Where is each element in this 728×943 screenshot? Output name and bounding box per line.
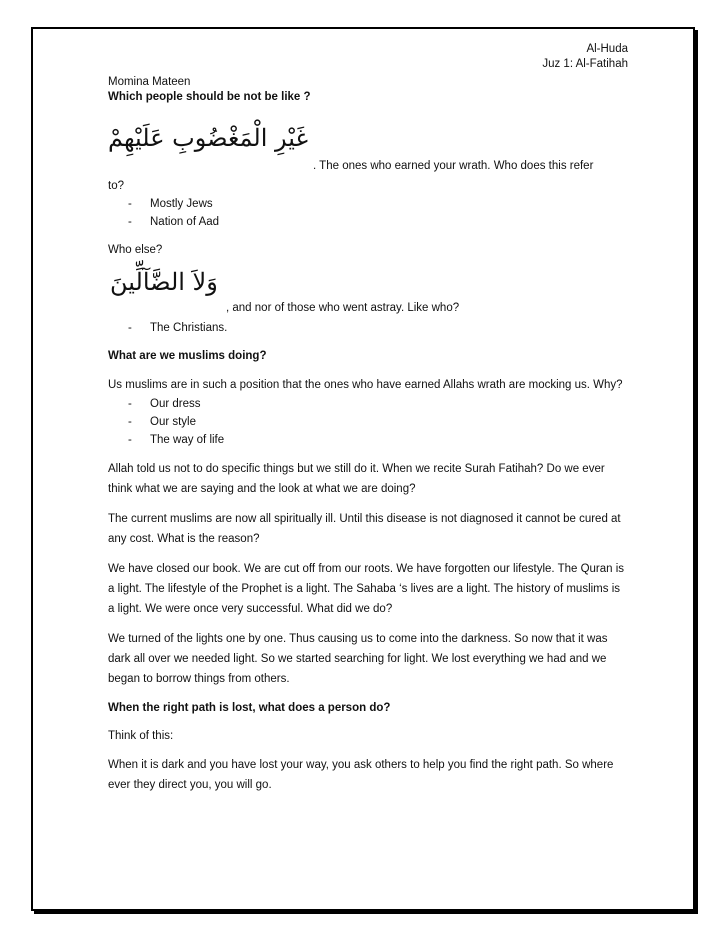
who-else-text: Who else?: [108, 244, 163, 256]
question-heading-3: When the right path is lost, what does a person do?: [108, 702, 391, 714]
arabic-verse-2: وَلاَ الضَّآلِّينَ: [110, 268, 218, 296]
paragraph-6: Think of this:: [108, 730, 174, 742]
list-item: - Nation of Aad: [128, 216, 220, 228]
list-christians: [108, 319, 628, 337]
paragraph-2: Allah told us not to do specific things but we still do it. When we recite Surah Fatihah? Do we ever think what we are saying and the look at what we are doing?: [108, 463, 605, 495]
verse-2-explanation: , and nor of those who went astray. Like who?: [226, 302, 460, 314]
paragraph-1: Us muslims are in such a position that the ones who have earned Allahs wrath are mocking us. Why?: [108, 379, 623, 391]
paragraph-3: The current muslims are now all spiritually ill. Until this disease is not diagnosed it cannot be cured at any cost. What is the reason?: [108, 513, 621, 545]
document-body: [108, 42, 628, 795]
list-jews: [108, 195, 628, 231]
arabic-verse-block-2: [108, 267, 628, 319]
verse-1-explanation: . The ones who earned your wrath. Who does this refer: [313, 160, 594, 172]
question-heading-1: Which people should be not be like ?: [108, 91, 311, 103]
arabic-verse-block-1: [108, 119, 628, 177]
list-item: - Mostly Jews: [128, 198, 213, 210]
header-course: Al-Huda: [586, 43, 628, 55]
author-name: Momina Mateen: [108, 76, 191, 88]
list-item: - Our style: [128, 416, 197, 428]
paragraph-5: We turned of the lights one by one. Thus causing us to come into the darkness. So now that it was dark all over we needed light. So we started searching for light. We lost everything we had and we began to borrow things from others.: [108, 633, 608, 685]
arabic-verse-1: غَيْرِ الْمَغْضُوبِ عَلَيْهِمْ: [108, 124, 309, 152]
paragraph-4: We have closed our book. We are cut off from our roots. We have forgotten our lifestyle. The Quran is a light. The lifestyle of the Prophet is a light. The Sahaba ‘s lives are a light. The history of muslims is a light. We were once very successful. What did we do?: [108, 563, 625, 615]
verse-1-explanation-cont: to?: [108, 180, 124, 192]
header-chapter: Juz 1: Al-Fatihah: [542, 58, 628, 70]
list-reasons: [108, 395, 628, 449]
paragraph-7: When it is dark and you have lost your way, you ask others to help you find the right path. So where ever they direct you, you will go.: [108, 759, 614, 791]
list-item: - The way of life: [128, 434, 225, 446]
list-item: - Our dress: [128, 398, 201, 410]
question-heading-2: What are we muslims doing?: [108, 350, 267, 362]
document-header: [108, 42, 628, 72]
list-item: - The Christians.: [128, 322, 228, 334]
